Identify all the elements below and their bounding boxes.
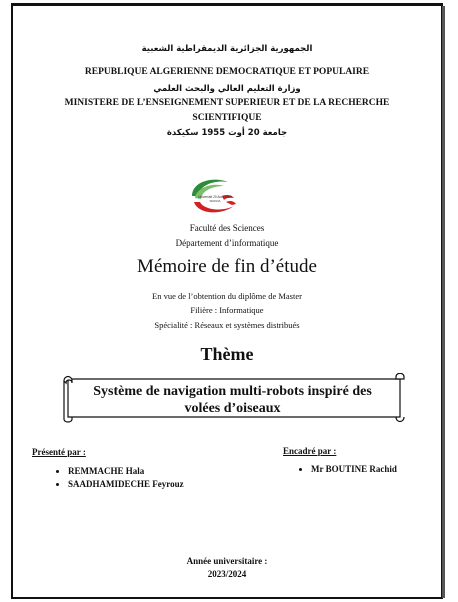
page-shadow xyxy=(442,6,445,598)
academic-year-value: 2023/2024 xyxy=(207,569,247,579)
ministry-line-1: MINISTERE DE L’ENSEIGNEMENT SUPERIEUR ET DE LA RECHERCHE xyxy=(64,98,390,108)
theme-title xyxy=(60,383,405,417)
theme-title-line-2: volées d’oiseaux xyxy=(184,401,281,416)
filiere-line: Filière : Informatique xyxy=(190,305,264,315)
supervised-by-block xyxy=(283,446,397,476)
presented-by-label: Présenté par : xyxy=(32,447,86,457)
logo-text-1: Université 20 Août 1955 xyxy=(198,195,232,199)
author-name: • SAADHAMIDECHE Feyrouz xyxy=(68,478,184,491)
theme-title-line-1: Système de navigation multi-robots inspiré des xyxy=(93,384,372,399)
presented-by-list xyxy=(56,465,184,491)
supervisor-name: • Mr BOUTINE Rachid xyxy=(311,463,397,476)
republic-line: REPUBLIQUE ALGERIENNE DEMOCRATIQUE ET POPULAIRE xyxy=(84,67,370,77)
arabic-ministry-line: وزارة التعليم العالي والبحث العلمي xyxy=(153,84,301,94)
academic-year-label: Année universitaire : xyxy=(186,556,268,566)
logo-text-2: SKIKDA xyxy=(209,199,221,203)
department-line: Département d’informatique xyxy=(175,238,279,248)
supervised-by-list xyxy=(299,463,397,476)
presented-by-block xyxy=(32,447,184,491)
supervised-by-label: Encadré par : xyxy=(283,446,337,456)
faculty-line: Faculté des Sciences xyxy=(189,223,265,233)
subtitle-line: En vue de l’obtention du diplôme de Master xyxy=(152,291,302,301)
university-logo xyxy=(186,174,242,216)
specialite-line: Spécialité : Réseaux et systèmes distribués xyxy=(154,320,300,330)
ministry-line-2: SCIENTIFIQUE xyxy=(192,113,262,123)
arabic-university-line: جامعة 20 أوت 1955 سكيكدة xyxy=(166,128,288,138)
arabic-republic-line: الجمهورية الجزائرية الديمقراطية الشعبية xyxy=(141,44,313,54)
author-name: • REMMACHE Hala xyxy=(68,465,184,478)
theme-heading: Thème xyxy=(200,344,254,364)
document-title: Mémoire de fin d’étude xyxy=(137,256,317,277)
